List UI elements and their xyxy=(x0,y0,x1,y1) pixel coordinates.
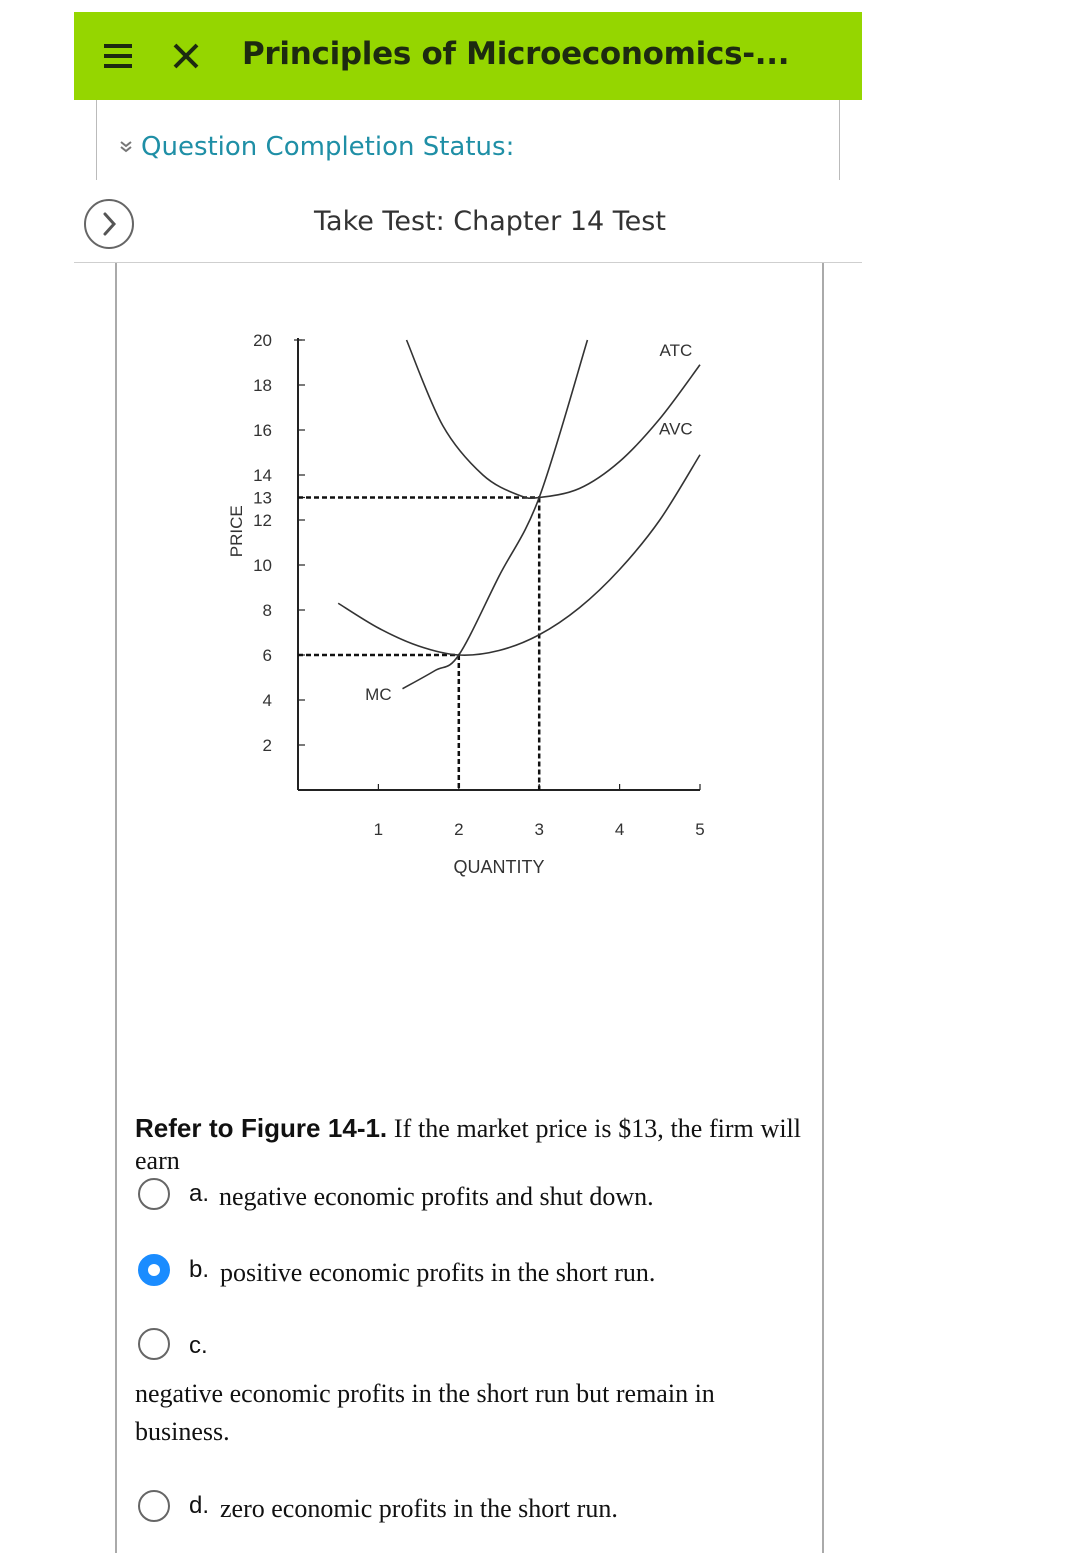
test-title: Take Test: Chapter 14 Test xyxy=(314,206,666,237)
radio-b[interactable] xyxy=(138,1254,170,1286)
question-body: If the market price is $13, the firm will earn xyxy=(135,1114,801,1175)
x-tick-label-1: 1 xyxy=(373,820,384,839)
question-reference: Refer to Figure 14-1. xyxy=(135,1113,388,1143)
curve-avc xyxy=(338,455,700,655)
app-title: Principles of Microeconomics-... xyxy=(242,36,790,72)
y-tick-label-16: 16 xyxy=(253,421,272,440)
figure-14-1-chart xyxy=(208,318,728,898)
curve-label-avc: AVC xyxy=(659,419,693,439)
y-tick-label-10: 10 xyxy=(253,556,272,575)
y-axis-label: PRICE xyxy=(227,505,246,558)
y-tick-label-4: 4 xyxy=(262,691,272,710)
y-tick-label-2: 2 xyxy=(262,736,272,755)
double-chevron-down-icon xyxy=(119,140,133,154)
option-letter-b: b. xyxy=(189,1256,210,1283)
hamburger-menu-icon[interactable] xyxy=(104,44,132,68)
option-letter-c: c. xyxy=(189,1332,208,1359)
question-text xyxy=(135,1112,801,1177)
curve-mc xyxy=(403,340,588,689)
x-tick-label-2: 2 xyxy=(454,820,464,839)
radio-a[interactable] xyxy=(138,1178,170,1210)
chevron-right-icon xyxy=(86,201,132,247)
x-axis-label: QUANTITY xyxy=(453,857,545,877)
curve-label-mc: MC xyxy=(365,685,392,704)
option-letter-a: a. xyxy=(189,1180,210,1207)
app-header xyxy=(74,12,862,100)
y-tick-label-8: 8 xyxy=(262,601,272,620)
option-letter-d: d. xyxy=(189,1492,210,1519)
y-tick-label-13: 13 xyxy=(253,488,272,508)
curve-atc xyxy=(407,340,700,498)
completion-status-toggle[interactable] xyxy=(119,132,514,162)
option-text-a: negative economic profits and shut down. xyxy=(219,1182,654,1211)
option-text-d: zero economic profits in the short run. xyxy=(220,1494,618,1523)
y-tick-label-18: 18 xyxy=(253,376,272,395)
y-tick-label-14: 14 xyxy=(253,466,272,485)
x-tick-label-5: 5 xyxy=(695,820,705,839)
option-text-b: positive economic profits in the short run. xyxy=(220,1258,656,1287)
radio-d[interactable] xyxy=(138,1490,170,1522)
x-tick-label-3: 3 xyxy=(534,820,544,839)
completion-status-label: Question Completion Status: xyxy=(141,132,515,162)
y-tick-label-6: 6 xyxy=(262,646,272,665)
close-icon[interactable] xyxy=(170,40,202,72)
y-tick-label-12: 12 xyxy=(253,511,272,530)
next-button[interactable] xyxy=(84,199,134,249)
radio-c[interactable] xyxy=(138,1328,170,1360)
option-text-c: negative economic profits in the short run but remain in business. xyxy=(135,1379,715,1446)
y-tick-label-20: 20 xyxy=(253,331,272,350)
x-tick-label-4: 4 xyxy=(614,820,625,839)
status-panel xyxy=(96,100,840,180)
curve-label-atc: ATC xyxy=(659,340,693,360)
